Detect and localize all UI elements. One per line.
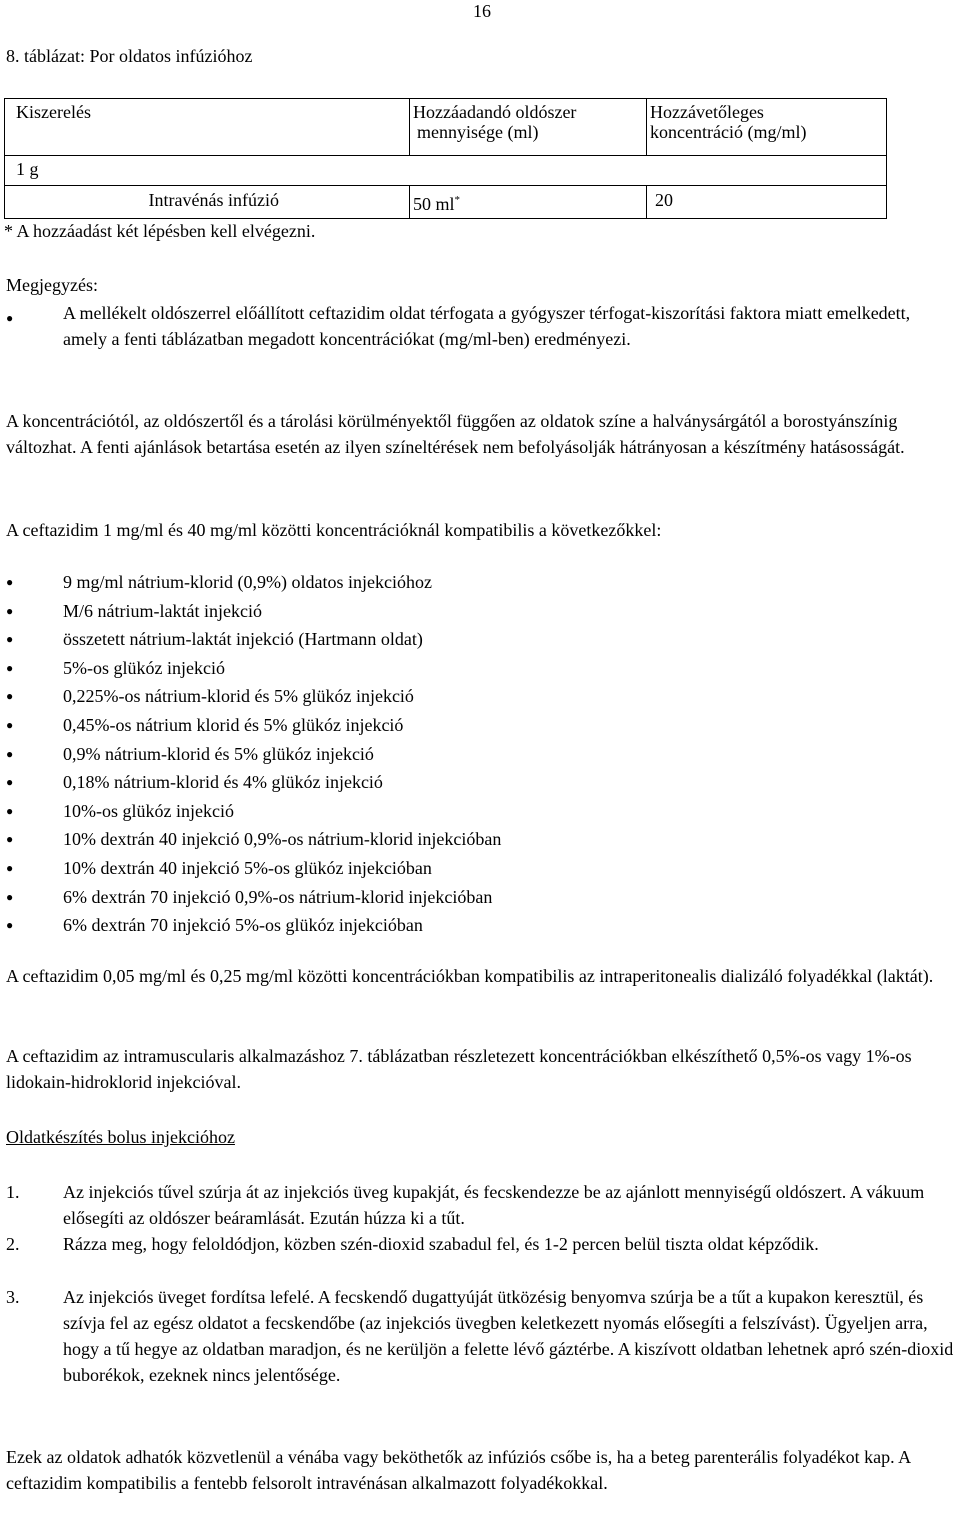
step-text: Az injekciós üveget fordítsa lefelé. A fecskendő dugattyúját ütközésig benyomva szúrja be a tűt a kupakon keresztül, és szívja fel az egész oldatot a fecskendőbe (az injekciós üvegben keletkezett nyomás elősegíti a felszívást). Ügyeljen arra, hogy a tű hegye az oldatban maradjon, és ne kerüljön a felette lévő gáztérbe. A kiszívott oldatban lehetnek apró szén-dioxid buborékok, ezeknek nincs jelentősége.: [63, 1287, 954, 1385]
list-item: [0, 884, 960, 910]
list-item: [0, 598, 960, 624]
header-concentration-line2: koncentráció (mg/ml): [650, 122, 807, 142]
volume-value: 50 ml: [413, 194, 455, 214]
concentration-value: 20: [655, 190, 673, 210]
list-item: [0, 569, 960, 595]
route-cell: [148, 186, 410, 219]
size-row: [5, 156, 887, 186]
list-item: [0, 855, 960, 881]
table-footnote: * A hozzáadást két lépésben kell elvégezni.: [4, 221, 316, 241]
list-item: [0, 912, 960, 938]
bullet-dot: ●: [6, 861, 14, 875]
list-item: [0, 626, 960, 652]
bullet-dot: ●: [6, 575, 14, 589]
step-text: Rázza meg, hogy feloldódjon, közben szén-dioxid szabadul fel, és 1-2 percen belül tiszta oldat képződik.: [63, 1234, 819, 1254]
footnote-mark: *: [454, 194, 461, 206]
note-heading: Megjegyzés:: [6, 275, 98, 295]
concentration-cell: [647, 186, 887, 219]
paragraph-color-change: A koncentrációtól, az oldószertől és a tárolási körülményektől függően az oldatok színe a halványsárgától a borostyánszínig változhat. A fenti ajánlások betartása esetén az ilyen színeltérések nem befolyásolják hátrányosan a készítmény hatásosságát.: [6, 411, 905, 457]
bullet-dot: ●: [6, 803, 14, 818]
list-item-text: 0,18% nátrium-klorid és 4% glükóz injekció: [63, 772, 383, 793]
header-solvent-line1: Hozzáadandó oldószer: [413, 102, 577, 122]
bolus-heading: [6, 1124, 951, 1150]
list-item: [0, 683, 960, 709]
list-item: [0, 769, 960, 795]
route-label: Intravénás infúzió: [148, 190, 279, 210]
bullet-dot: ●: [6, 775, 14, 790]
step-number: 3.: [6, 1287, 20, 1307]
header-solvent-volume: [410, 99, 647, 156]
bullet-dot: ●: [6, 689, 14, 704]
paragraph-final: Ezek az oldatok adhatók közvetlenül a vénába vagy beköthetők az infúziós csőbe is, ha a beteg parenterális folyadékot kap. A ceftazidim kompatibilis a fentebb felsorolt intravénásan alkalmazott folyadékokkal.: [6, 1447, 911, 1493]
header-packaging-label: Kiszerelés: [16, 102, 91, 122]
list-item-text: 0,225%-os nátrium-klorid és 5% glükóz injekció: [63, 686, 414, 707]
step-text: Az injekciós tűvel szúrja át az injekciós üveg kupakját, és fecskendezze be az ajánlott mennyiségű oldószert. A vákuum elősegíti az oldószer beáramlását. Ezután húzza ki a tűt.: [63, 1182, 925, 1228]
bolus-heading-text: Oldatkészítés bolus injekcióhoz: [6, 1127, 235, 1147]
list-item: [0, 798, 960, 824]
header-concentration: [647, 99, 887, 156]
bullet-dot: ●: [6, 889, 14, 904]
bullet-dot: ●: [6, 918, 14, 933]
list-item-text: 10% dextrán 40 injekció 5%-os glükóz injekcióban: [63, 858, 432, 878]
header-solvent-line2: mennyisége (ml): [417, 122, 539, 142]
bullet-dot: ●: [6, 746, 14, 761]
note-bullet-text: A mellékelt oldószerrel előállított ceftazidim oldat térfogata a gyógyszer térfogat-kiszorítási faktora miatt emelkedett, amely a fenti táblázatban megadott koncentrációkat (mg/ml-ben) eredményezi.: [63, 303, 911, 349]
bullet-dot: ●: [6, 718, 14, 732]
table-caption: 8. táblázat: Por oldatos infúzióhoz: [6, 46, 253, 66]
page-number: 16: [473, 1, 491, 21]
list-item-text: 0,45%-os nátrium klorid és 5% glükóz injekció: [63, 715, 404, 735]
list-item-text: 9 mg/ml nátrium-klorid (0,9%) oldatos injekcióhoz: [63, 572, 432, 592]
list-item-text: 10%-os glükóz injekció: [63, 800, 234, 821]
step-number: 1.: [6, 1182, 20, 1202]
list-item: [0, 655, 960, 681]
bullet-dot: ●: [6, 311, 14, 325]
list-item: [0, 741, 960, 767]
header-packaging: [5, 99, 410, 156]
list-item-text: összetett nátrium-laktát injekció (Hartmann oldat): [63, 629, 423, 650]
list-item-text: 6% dextrán 70 injekció 5%-os glükóz injekcióban: [63, 915, 423, 936]
list-item-text: 5%-os glükóz injekció: [63, 657, 225, 678]
list-item-text: 10% dextrán 40 injekció 0,9%-os nátrium-klorid injekcióban: [63, 829, 502, 850]
bullet-dot: ●: [6, 660, 14, 675]
volume-cell: [410, 186, 647, 219]
step-number: 2.: [6, 1234, 20, 1254]
header-concentration-line1: Hozzávetőleges: [650, 102, 764, 122]
empty-cell: [5, 186, 148, 219]
list-item-text: 0,9% nátrium-klorid és 5% glükóz injekció: [63, 743, 374, 764]
list-item: [0, 712, 960, 738]
bullet-dot: ●: [6, 603, 14, 618]
infusion-table: [4, 98, 887, 219]
list-item-text: M/6 nátrium-laktát injekció: [63, 600, 262, 621]
bullet-dot: ●: [6, 632, 14, 647]
list-item: [0, 826, 960, 852]
bullet-dot: ●: [6, 832, 14, 847]
paragraph-compatibility: A ceftazidim 1 mg/ml és 40 mg/ml közötti koncentrációknál kompatibilis a következőkkel:: [6, 520, 662, 540]
list-item-text: 6% dextrán 70 injekció 0,9%-os nátrium-klorid injekcióban: [63, 886, 493, 907]
size-label: 1 g: [16, 159, 39, 179]
paragraph-dialysis: A ceftazidim 0,05 mg/ml és 0,25 mg/ml közötti koncentrációkban kompatibilis az intraperitonealis dializáló folyadékkal (laktát).: [6, 966, 934, 986]
paragraph-intramuscular: A ceftazidim az intramuscularis alkalmazáshoz 7. táblázatban részletezett koncentrációkban elkészíthető 0,5%-os vagy 1%-os lidokain-hidroklorid injekcióval.: [6, 1046, 912, 1092]
